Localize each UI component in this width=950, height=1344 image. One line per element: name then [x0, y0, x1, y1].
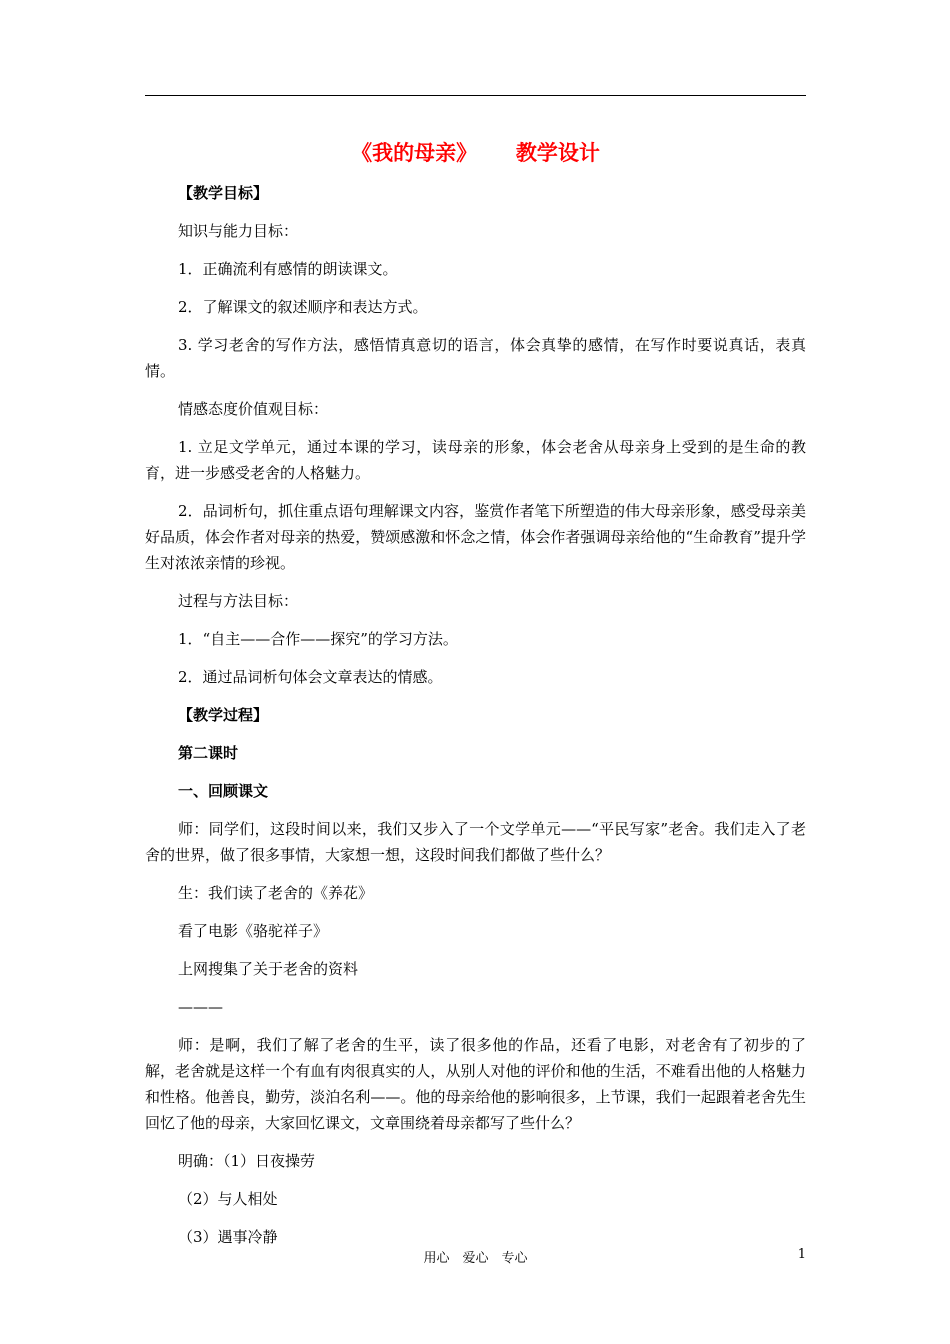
paragraph: 3. 学习老舍的写作方法，感悟情真意切的语言，体会真挚的感情，在写作时要说真话，表真情。 — [145, 336, 806, 380]
paragraph: 过程与方法目标： — [178, 592, 299, 610]
paragraph: 师：同学们，这段时间以来，我们又步入了一个文学单元——“平民写家”老舍。我们走入了老舍的世界，做了很多事情，大家想一想，这段时间我们都做了些什么？ — [145, 820, 806, 864]
footer-motto: 用心 爱心 专心 — [423, 1251, 528, 1266]
paragraph: （2）与人相处 — [178, 1190, 278, 1208]
paragraph: 上网搜集了关于老舍的资料 — [178, 960, 359, 978]
paragraph: 1. 立足文学单元，通过本课的学习，读母亲的形象，体会老舍从母亲身上受到的是生命的教育，进一步感受老舍的人格魅力。 — [145, 438, 806, 482]
paragraph: ——— — [178, 998, 223, 1016]
paragraph: 知识与能力目标： — [178, 222, 299, 240]
document-title: 《我的母亲》 教学设计 — [351, 141, 600, 165]
paragraph: 生：我们读了老舍的《养花》 — [178, 884, 374, 902]
paragraph: （3）遇事冷静 — [178, 1228, 278, 1246]
page-number: 1 — [797, 1247, 806, 1262]
header-rule — [145, 95, 806, 96]
paragraph: 师：是啊，我们了解了老舍的生平，读了很多他的作品，还看了电影，对老舍有了初步的了解，老舍就是这样一个有血有肉很真实的人，从别人对他的评价和他的生活，不难看出他的人格魅力和性格。他善良，勤劳，淡泊名利——。他的母亲给他的影响很多，上节课，我们一起跟着老舍先生回忆了他的母亲，大家回忆课文，文章围绕着母亲都写了些什么？ — [145, 1036, 806, 1132]
paragraph: 2．品词析句，抓住重点语句理解课文内容，鉴赏作者笔下所塑造的伟大母亲形象，感受母亲美好品质，体会作者对母亲的热爱，赞颂感激和怀念之情，体会作者强调母亲给他的“生命教育”提升学生对浓浓亲情的珍视。 — [145, 502, 806, 572]
document-body — [145, 180, 806, 1262]
paragraph: 2．通过品词析句体会文章表达的情感。 — [178, 668, 443, 686]
section-heading-objectives: 【教学目标】 — [178, 184, 269, 202]
paragraph: 看了电影《骆驼祥子》 — [178, 922, 329, 940]
paragraph: 1．正确流利有感情的朗读课文。 — [178, 260, 398, 278]
paragraph: 2．了解课文的叙述顺序和表达方式。 — [178, 298, 428, 316]
section-heading-process: 【教学过程】 — [178, 706, 269, 724]
section-heading-lesson: 第二课时 — [178, 744, 239, 762]
paragraph: 1．“自主——合作——探究”的学习方法。 — [178, 630, 458, 648]
paragraph: 明确：（1）日夜操劳 — [178, 1152, 316, 1170]
section-heading-review: 一、回顾课文 — [178, 782, 269, 800]
paragraph: 情感态度价值观目标： — [178, 400, 329, 418]
